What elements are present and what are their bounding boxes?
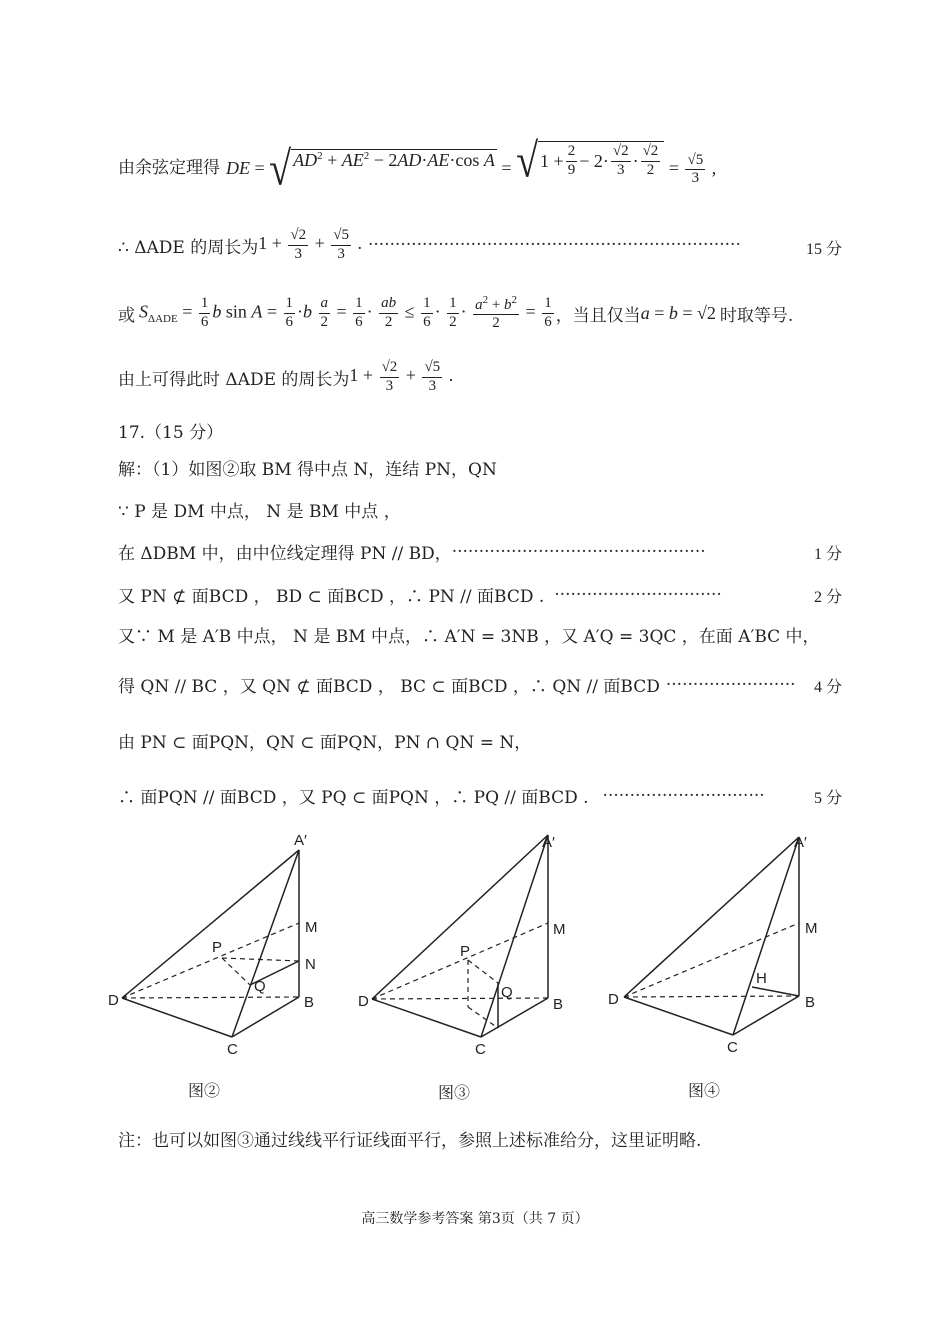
score-2: 2 分 xyxy=(813,589,842,606)
label-B: B xyxy=(805,994,816,1011)
label-B: B xyxy=(553,996,564,1013)
final-line xyxy=(118,783,765,808)
segment-feet-hidden xyxy=(468,1007,498,1028)
score-1: 1 分 xyxy=(813,546,842,563)
label-A: A′ xyxy=(794,834,807,851)
perimeter-result-line xyxy=(118,352,453,402)
figure-4-caption: 图④ xyxy=(688,1081,721,1100)
label-D: D xyxy=(358,993,369,1010)
score-15: 15 分 xyxy=(805,241,842,258)
midline-line xyxy=(118,539,706,564)
edge-DC xyxy=(624,997,733,1035)
label-C: C xyxy=(727,1039,738,1056)
label-M: M xyxy=(553,921,566,938)
dot-leader: ······························ xyxy=(602,785,765,806)
edge-DB-hidden xyxy=(624,996,799,997)
text-suffix: ，当且仅当 xyxy=(555,305,641,326)
score-4: 4 分 xyxy=(813,679,842,696)
label-A: A′ xyxy=(542,834,555,851)
text-prefix: 由余弦定理得 xyxy=(118,157,220,178)
label-D: D xyxy=(608,991,619,1008)
dot-leader: ························ xyxy=(665,674,796,695)
figure-3-caption: 图③ xyxy=(438,1083,471,1102)
formula-perimeter-result: 1 + $\frac{√2}{3}$ + $\frac{√5}{3}$ . xyxy=(349,359,454,394)
label-A: A′ xyxy=(294,832,307,849)
text-prefix: 或 xyxy=(118,305,135,326)
edge-CB xyxy=(232,997,299,1037)
text-prefix: ∴ ΔADE 的周长为 xyxy=(118,237,259,258)
text-prefix: 由上可得此时 ΔADE 的周长为 xyxy=(118,369,350,390)
label-D: D xyxy=(108,992,119,1009)
segment-DM-hidden xyxy=(122,923,299,998)
page-footer: 高三数学参考答案 第3页（共 7 页） xyxy=(361,1211,589,1227)
label-C: C xyxy=(475,1041,486,1058)
pqn-plane-line: 由 PN ⊂ 面PQN，QN ⊂ 面PQN，PN ∩ QN = N， xyxy=(118,733,532,753)
label-N: N xyxy=(305,956,316,973)
figure-3-diagram xyxy=(350,825,590,1065)
perimeter-line xyxy=(118,220,741,270)
label-M: M xyxy=(805,920,818,937)
segment-PQ-hidden xyxy=(222,958,250,985)
figure-2-caption: 图② xyxy=(188,1081,221,1100)
dot-leader: ····································································· xyxy=(368,235,741,255)
edge-CB xyxy=(481,998,548,1037)
qn-parallel-line xyxy=(118,672,796,697)
figure-4-diagram xyxy=(600,825,840,1065)
dot-leader: ······························· xyxy=(554,584,722,605)
segment-HB xyxy=(752,987,799,996)
final-text: ∴ 面PQN // 面BCD ，又 PQ ⊂ 面PQN ，∴ PQ // 面BCD . xyxy=(118,788,589,808)
edge-DB-hidden xyxy=(372,998,548,999)
label-C: C xyxy=(227,1041,238,1058)
figure-2-diagram xyxy=(100,825,340,1065)
dot-leader: ··············································· xyxy=(451,541,706,562)
label-H: H xyxy=(756,970,767,987)
segment-PQ-hidden xyxy=(468,960,498,983)
edge-AD xyxy=(372,835,548,999)
solution-step-1: 解：（1）如图②取 BM 得中点 N，连结 PN，QN xyxy=(118,460,497,480)
label-P: P xyxy=(212,939,223,956)
label-Q: Q xyxy=(501,984,513,1001)
edge-DB-hidden xyxy=(122,997,299,998)
because-midpoints: ∵ P 是 DM 中点， N 是 BM 中点 ， xyxy=(118,502,401,522)
label-B: B xyxy=(304,994,315,1011)
segment-DM-hidden xyxy=(624,923,799,997)
area-line xyxy=(118,288,793,338)
formula-area: $S_{\Delta ADE}$ = $\frac{1}{6}$ b sin A = $\frac{1}{6}$ ·b $\frac{a}{2}$ = $\frac{1}{6}$ · $\frac{ab}{2}$ ≤ $\frac{1}{6}$ · $\frac{1}{2}$ · $\frac{a^2 + b^2}{2}$ = $\frac{1}{6}$ xyxy=(139,293,552,331)
question-17-title: 17.（15 分） xyxy=(118,423,224,443)
edge-DC xyxy=(372,999,481,1037)
label-Q: Q xyxy=(254,978,266,995)
label-P: P xyxy=(460,943,471,960)
cosine-law-line xyxy=(118,132,717,196)
pn-parallel-text: 又 PN ⊄ 面BCD ， BD ⊂ 面BCD ，∴ PN // 面BCD . xyxy=(118,587,545,607)
m-midpoint-line: 又∵ M 是 A′B 中点， N 是 BM 中点，∴ A′N = 3NB ，又 A′Q = 3QC ，在面 A′BC 中， xyxy=(118,627,820,647)
formula-de: DE = √ $AD^2 + AE^2 - 2AD\cdot AE\cdot\cos$ A = √ 1 + $\frac{2}{9}$ − 2· $\frac{√2}{3}$ · $\frac{√2}{2}$ = $\frac{√5}{3}$ , xyxy=(226,132,717,196)
text-tail: 时取等号. xyxy=(719,305,794,326)
segment-DM-hidden xyxy=(372,923,548,999)
midline-text: 在 ΔDBM 中，由中位线定理得 PN // BD， xyxy=(118,544,452,564)
pn-parallel-line xyxy=(118,582,722,607)
formula-condition: a = b = √2 xyxy=(640,302,716,323)
note-line: 注：也可以如图③通过线线平行证线面平行，参照上述标准给分，这里证明略. xyxy=(118,1131,702,1151)
label-M: M xyxy=(305,919,318,936)
edge-CB xyxy=(733,996,799,1035)
edge-DC xyxy=(122,998,232,1037)
qn-parallel-text: 得 QN // BC ，又 QN ⊄ 面BCD ， BC ⊂ 面BCD ，∴ QN // 面BCD xyxy=(118,677,660,697)
score-5: 5 分 xyxy=(813,790,842,807)
formula-perimeter: 1 + $\frac{√2}{3}$ + $\frac{√5}{3}$ . xyxy=(258,227,362,262)
